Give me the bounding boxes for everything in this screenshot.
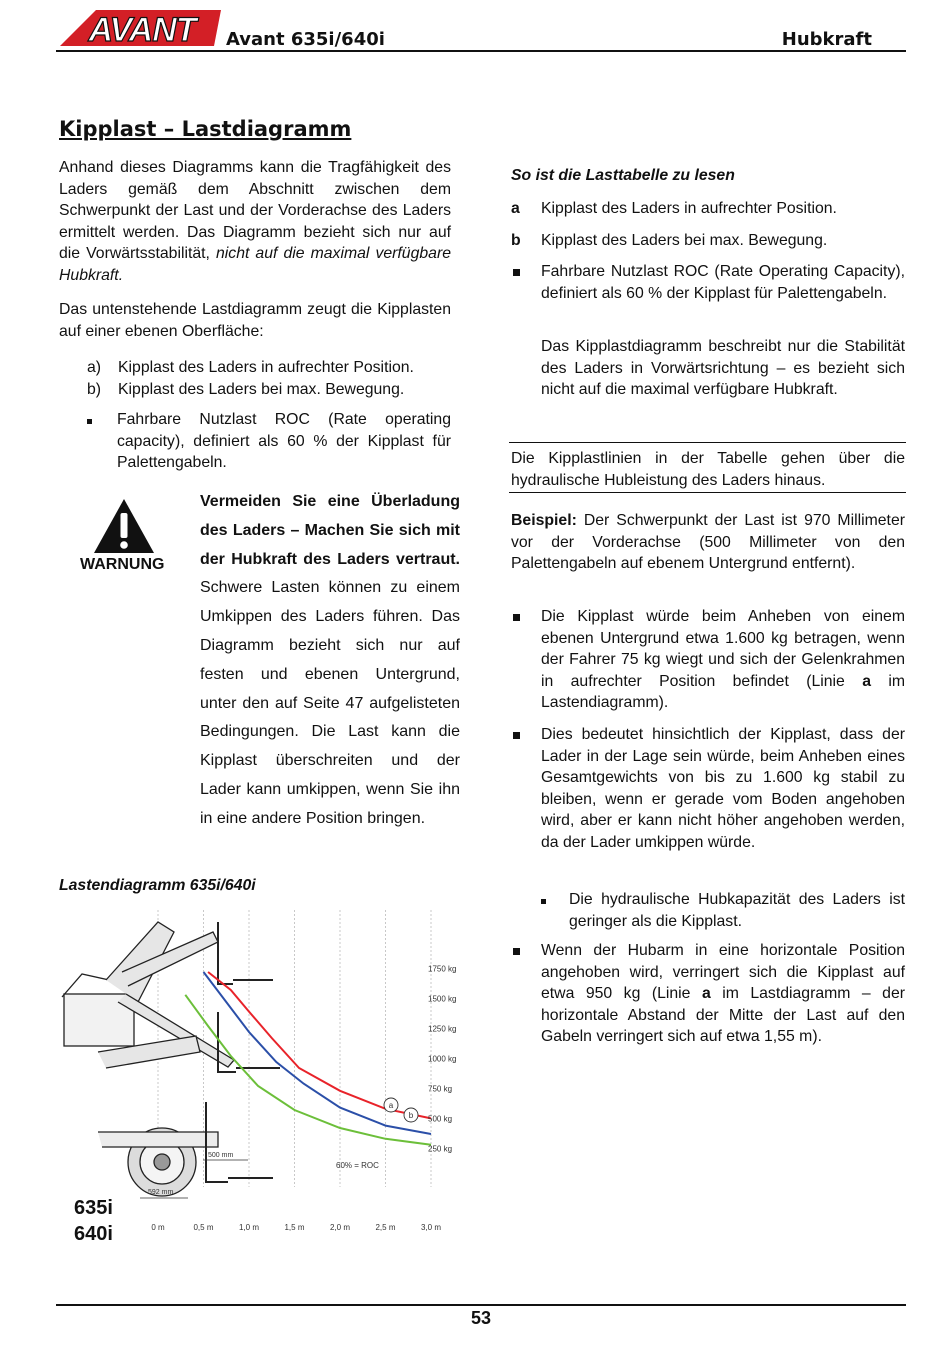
bullet-icon [541,899,546,904]
model-label: 640i [74,1223,113,1245]
note-paragraph: Das Kipplastdiagramm beschreibt nur die Stabilität des Laders in Vorwärtsrichtung – es bezieht sich nicht auf die maximal verfügbare Hubkraft. [541,338,905,399]
bullet-icon [87,419,92,424]
x-tick-label: 2,0 m [329,1223,351,1232]
bullet-icon [513,732,520,739]
x-tick-label: 2,5 m [375,1223,396,1232]
bullet-icon [513,948,520,955]
y-tick-label: 1750 kg [428,964,457,974]
curve-marker-label: b [408,1111,414,1120]
roc-label: 60% = ROC [336,1161,379,1170]
svg-text:AVANT: AVANT [88,11,196,49]
intro-paragraph: Anhand dieses Diagramms kann die Tragfähigkeit des Laders gemäß dem Abschnitt zwischen dem Schwerpunkt der Last und der Vorderachse des Laders ermittelt werden. Das Diagramm bezieht sich nur auf die Vorwärtsstabilität, nicht auf die maximal verfügbare Hubkraft. [59,159,451,284]
x-tick-label: 0 m [151,1223,165,1232]
series-line-2 [185,995,431,1145]
avant-logo [56,8,224,50]
right-heading: So ist die Lasttabelle zu lesen [511,167,735,184]
bullet-icon [513,269,520,276]
header-rule [56,50,906,52]
page-title: Kipplast – Lastdiagramm [59,117,352,141]
dimension-label: 500 mm [208,1152,234,1159]
y-tick-label: 1000 kg [428,1054,457,1064]
warning-icon [92,497,156,555]
y-tick-label: 500 kg [428,1114,453,1124]
x-tick-label: 0,5 m [193,1223,214,1232]
tick-group [151,965,456,1233]
loader-illustration [62,922,280,1196]
header-section: Hubkraft [781,29,872,50]
warning-label: WARNUNG [80,556,165,573]
page-number: 53 [470,1308,492,1328]
x-tick-label: 3,0 m [420,1223,442,1232]
y-tick-label: 750 kg [428,1084,453,1094]
footer-rule [56,1304,906,1306]
example-paragraph: Beispiel: Der Schwerpunkt der Last ist 970 Millimeter vor der Vorderachse (500 Millimeter von den Palettengabeln auf ebenem Untergrund entfernt). [511,512,905,573]
series-line-0 [208,972,431,1118]
box-top-rule [509,442,906,443]
y-tick-label: 1250 kg [428,1024,457,1034]
header-model: Avant 635i/640i [226,29,385,50]
series-line-1 [204,972,432,1134]
chart-caption: Lastendiagramm 635i/640i [59,877,256,894]
intro-paragraph-2: Das untenstehende Lastdiagramm zeugt die Kipplasten auf einer ebenen Oberfläche: [59,301,451,340]
x-tick-label: 1,0 m [238,1223,260,1232]
dimension-label: 592 mm [148,1189,174,1196]
curve-marker-label: a [388,1101,394,1110]
boxed-note: Die Kipplastlinien in der Tabelle gehen über die hydraulische Hubleistung des Laders hinaus. [511,450,905,489]
x-tick-label: 1,5 m [284,1223,305,1232]
model-label: 635i [74,1197,113,1219]
y-tick-label: 250 kg [428,1144,453,1154]
warning-text: Vermeiden Sie eine Überladung des Laders – Machen Sie sich mit der Hubkraft des Laders vertraut. Schwere Lasten können zu einem Umkippen des Laders führen. Das Diagramm bezieht sich nur auf festen und ebenen Untergrund, unter den auf Seite 47 aufgelisteten Bedingungen. Die Last kann die Kipplast überschreiten und der Lader kann umkippen, wenn Sie ihn in eine andere Position bringen. [200,493,460,827]
load-chart [58,902,464,1248]
bullet-icon [513,614,520,621]
box-bottom-rule [509,492,906,493]
y-tick-label: 1500 kg [428,994,457,1004]
